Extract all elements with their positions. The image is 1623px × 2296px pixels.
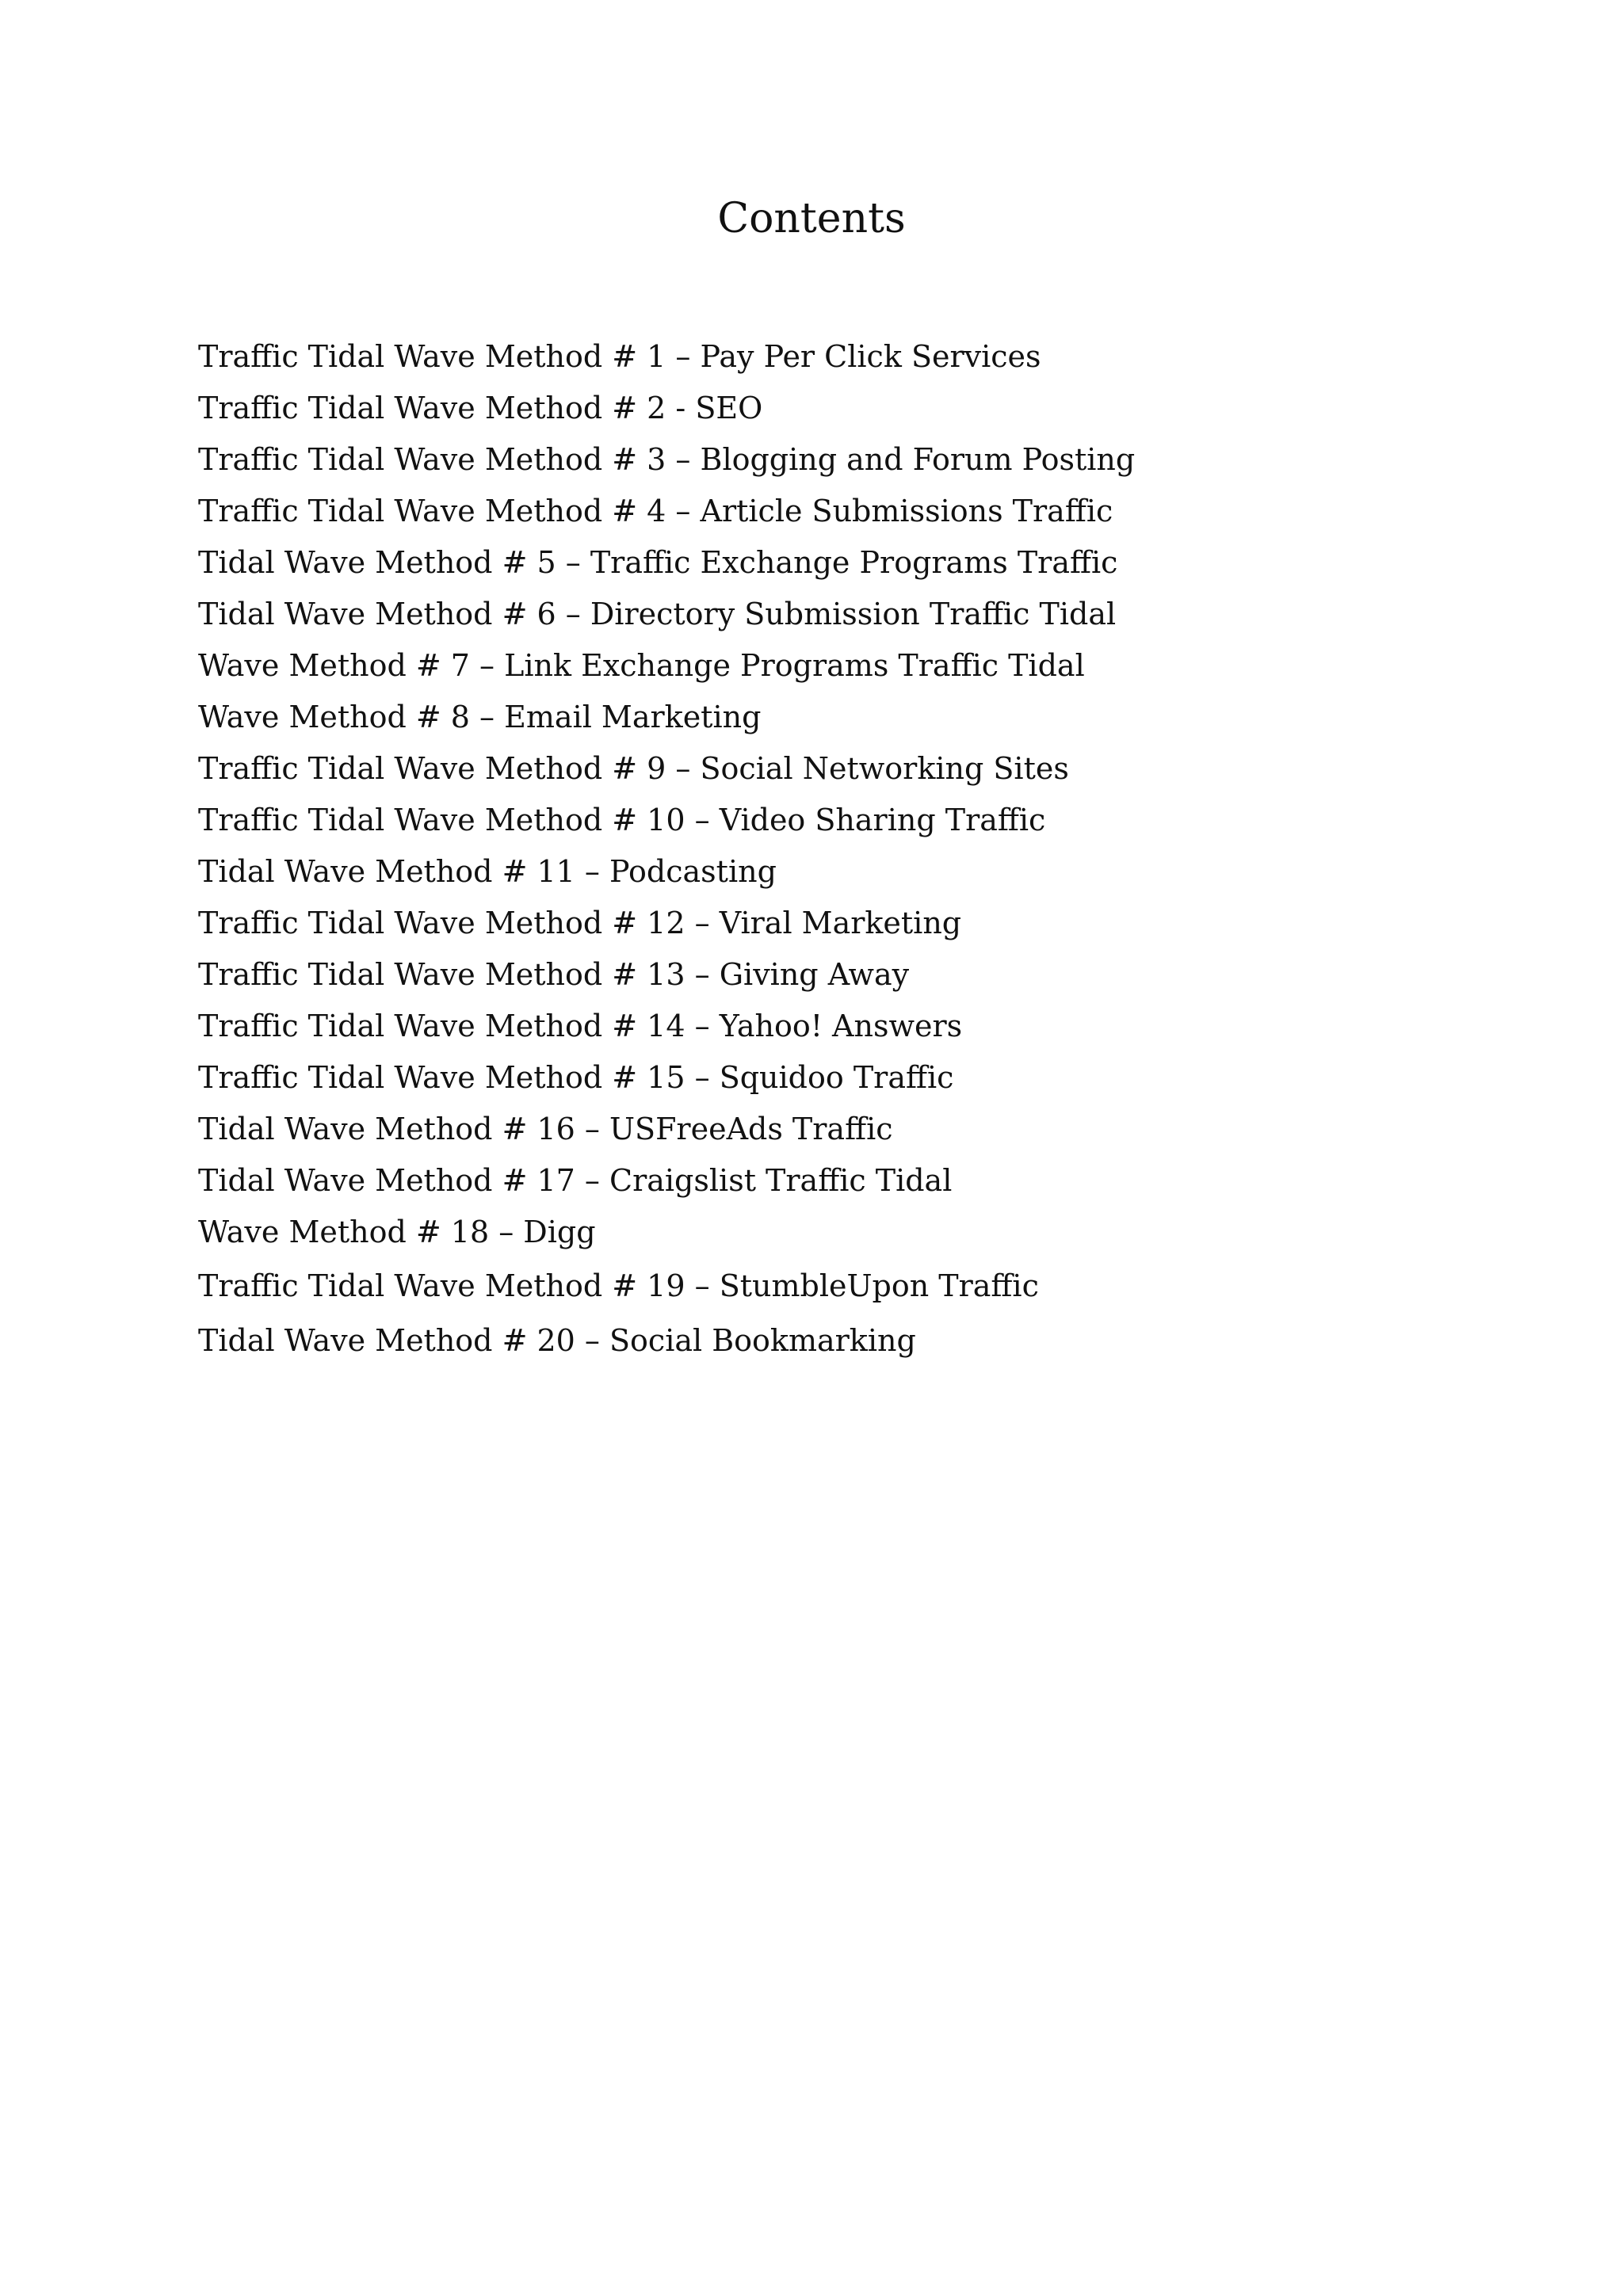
toc-entry-8: Wave Method # 8 – Email Marketing	[198, 700, 762, 734]
toc-entry-6: Tidal Wave Method # 6 – Directory Submission Traffic Tidal	[198, 597, 1117, 631]
toc-entry-13: Traffic Tidal Wave Method # 13 – Giving Away	[198, 957, 910, 992]
toc-entry-15: Traffic Tidal Wave Method # 15 – Squidoo Traffic	[198, 1060, 954, 1095]
toc-entry-18: Wave Method # 18 – Digg	[198, 1215, 596, 1249]
table-of-contents	[198, 331, 1466, 1367]
page-title: Contents	[717, 195, 906, 242]
toc-entry-5: Tidal Wave Method # 5 – Traffic Exchange Programs Traffic	[198, 545, 1118, 580]
toc-entry-14: Traffic Tidal Wave Method # 14 – Yahoo! Answers	[198, 1009, 963, 1043]
toc-entry-20: Tidal Wave Method # 20 – Social Bookmarking	[198, 1323, 916, 1358]
toc-entry-3: Traffic Tidal Wave Method # 3 – Blogging and Forum Posting	[198, 442, 1136, 477]
toc-entry-17: Tidal Wave Method # 17 – Craigslist Traffic Tidal	[198, 1163, 953, 1198]
toc-entry-19: Traffic Tidal Wave Method # 19 – StumbleUpon Traffic	[198, 1268, 1039, 1303]
toc-entry-16: Tidal Wave Method # 16 – USFreeAds Traffic	[198, 1112, 893, 1146]
toc-entry-11: Tidal Wave Method # 11 – Podcasting	[198, 854, 777, 889]
toc-entry-9: Traffic Tidal Wave Method # 9 – Social Networking Sites	[198, 751, 1069, 786]
toc-entry-2: Traffic Tidal Wave Method # 2 - SEO	[198, 391, 763, 425]
toc-entry-10: Traffic Tidal Wave Method # 10 – Video Sharing Traffic	[198, 803, 1046, 837]
toc-entry-12: Traffic Tidal Wave Method # 12 – Viral Marketing	[198, 906, 962, 940]
toc-entry-7: Wave Method # 7 – Link Exchange Programs Traffic Tidal	[198, 648, 1085, 683]
toc-entry-4: Traffic Tidal Wave Method # 4 – Article Submissions Traffic	[198, 494, 1113, 528]
toc-entry-1: Traffic Tidal Wave Method # 1 – Pay Per Click Services	[198, 339, 1041, 374]
